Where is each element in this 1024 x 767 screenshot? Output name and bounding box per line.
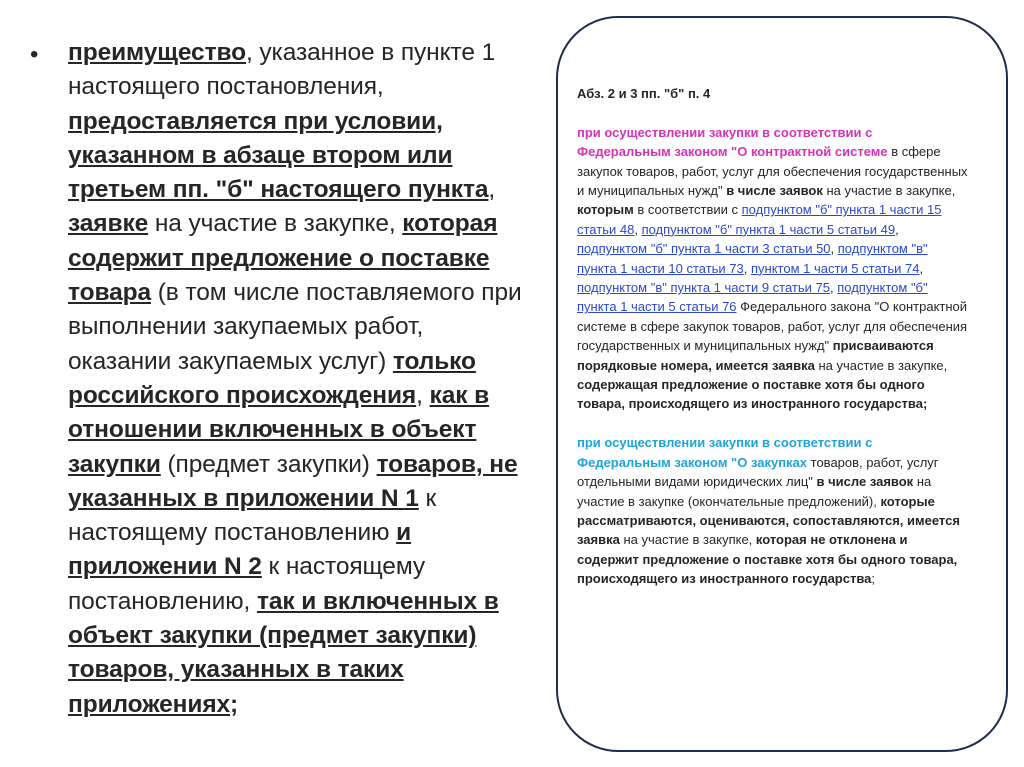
left-seg: так и включенных в объект закупки (предмет закупки) товаров, указанных в таких приложениях; (68, 587, 499, 718)
colored-phrase-procurement-law: при осуществлении закупки в соответствии с Федеральным законом "О закупках (577, 435, 873, 470)
panel-paragraph-1 (577, 123, 969, 414)
left-seg: (в том числе поставляемого при выполнении закупаемых работ, оказании закупаемых услуг) (68, 279, 522, 375)
law-link[interactable]: пунктом 1 части 5 статьи 74 (751, 260, 920, 276)
left-paragraph (68, 36, 530, 722)
left-seg: и приложении N 2 (68, 519, 412, 581)
text-run: на участие в закупке (окончательные предложений), (577, 474, 932, 509)
text-run: Федерального закона "О контрактной системе в сфере закупок товаров, работ, услуг для обеспечения государственных и муниципальных нужд" (577, 299, 968, 354)
left-seg: к настоящему постановлению, (68, 553, 425, 615)
separator: , (634, 221, 642, 237)
left-seg: к настоящему постановлению (68, 484, 437, 547)
separator: , (830, 241, 838, 257)
law-link[interactable]: подпунктом "б" пункта 1 части 5 статьи 76 (577, 280, 928, 315)
separator: , (830, 280, 838, 296)
law-link[interactable]: подпунктом "б" пункта 1 части 5 статьи 49 (641, 221, 896, 237)
left-seg: , (416, 381, 430, 409)
law-link[interactable]: подпунктом "в" пункта 1 части 10 статьи 73 (577, 241, 928, 276)
left-seg: товаров, не указанных в приложении N 1 (68, 450, 518, 512)
text-run: на участие в закупке, (619, 532, 756, 548)
left-seg: (предмет закупки) (160, 450, 377, 478)
text-run: товаров, работ, услуг отдельными видами юридических лиц" (577, 454, 939, 490)
bold-run: которым (577, 202, 634, 218)
text-run: ; (871, 571, 876, 587)
text-run: в соответствии с (633, 202, 742, 218)
panel-paragraph-2 (577, 433, 969, 588)
separator: , (743, 260, 751, 276)
law-link[interactable]: подпунктом "б" пункта 1 части 15 статьи 48 (577, 202, 942, 237)
panel-content (577, 84, 969, 589)
separator: , (919, 260, 924, 276)
bold-run: которая не отклонена и содержит предложение о поставке хотя бы одного товара, происходящего из иностранного государства (577, 532, 958, 587)
law-link[interactable]: подпунктом "б" пункта 1 части 3 статьи 50 (577, 241, 831, 257)
bullet-point: • (30, 41, 39, 68)
bold-run: присваиваются порядковые номера, имеется заявка (577, 338, 934, 373)
separator: , (895, 221, 899, 237)
rounded-panel (556, 16, 1008, 752)
panel-heading: Абз. 2 и 3 пп. "б" п. 4 (577, 86, 711, 101)
left-seg: преимущество (68, 39, 246, 66)
left-seg: предоставляется при условии, указанном в абзаце втором или третьем пп. "б" настоящего пункта (68, 107, 489, 204)
colored-phrase-contract-law: при осуществлении закупки в соответствии с Федеральным законом "О контрактной системе (577, 124, 888, 160)
text-run: в сфере закупок товаров, работ, услуг для обеспечения государственных и муниципальных нужд" (577, 144, 968, 199)
left-seg: на участие в закупке, (148, 210, 403, 238)
bold-run: в числе заявок (726, 183, 823, 199)
left-seg: как в отношении включенных в объект закупки (68, 381, 490, 478)
bold-run: которые рассматриваются, оцениваются, сопоставляются, имеется заявка (577, 493, 960, 548)
text-run: на участие в закупке, (814, 357, 948, 373)
left-seg: только российского происхождения (68, 347, 476, 409)
law-link[interactable]: подпунктом "в" пункта 1 части 9 статьи 75 (577, 280, 830, 296)
left-seg: , (488, 176, 496, 204)
text-run: на участие в закупке, (822, 183, 956, 199)
left-seg: заявке (68, 210, 149, 238)
left-seg: , указанное в пункте 1 настоящего постановления, (68, 39, 496, 101)
bold-run: в числе заявок (816, 474, 914, 490)
bold-run: содержащая предложение о поставке хотя бы одного товара, происходящего из иностранного государства; (577, 377, 928, 412)
left-seg: которая содержит предложение о поставке товара (68, 210, 498, 307)
